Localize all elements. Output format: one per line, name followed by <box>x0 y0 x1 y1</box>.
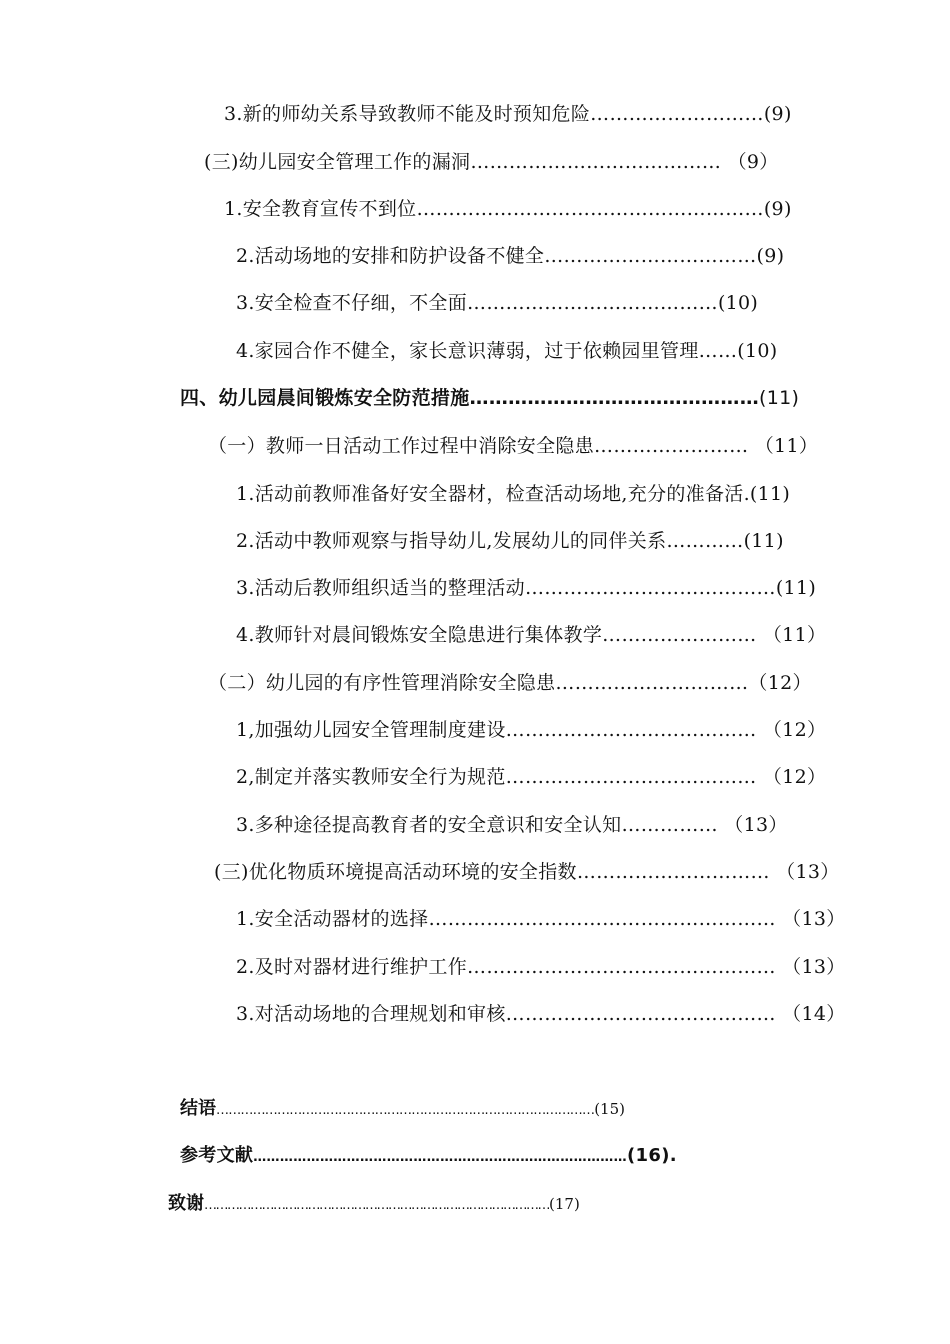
toc-chapter-title: 致谢 <box>168 1193 204 1214</box>
toc-leader: ………………………………… <box>505 719 757 741</box>
toc-entry-title: 3.活动后教师组织适当的整理活动 <box>236 577 525 599</box>
toc-entry <box>204 149 779 175</box>
toc-entry-title: （一）教师一日活动工作过程中消除安全隐患 <box>208 435 595 457</box>
toc-page-number: （11） <box>748 435 819 457</box>
toc-entry-title: 4.家园合作不健全，家长意识薄弱，过于依赖园里管理 <box>236 340 699 362</box>
toc-leader: ……………………………………………… <box>416 198 764 220</box>
toc-entry <box>236 481 790 507</box>
toc-leader: ……………………… <box>590 103 764 125</box>
toc-entry <box>236 338 777 364</box>
toc-page-number: （12） <box>756 719 827 741</box>
toc-entry-title: (三)幼儿园安全管理工作的漏洞 <box>204 151 471 173</box>
toc-page-number: (9) <box>756 245 785 267</box>
toc-page-number: （9） <box>721 151 779 173</box>
toc-page-number: （13） <box>717 814 788 836</box>
toc-entry <box>224 101 792 127</box>
toc-chapter-title: 参考文献 <box>180 1145 254 1166</box>
toc-acknowledgement-entry <box>168 1191 580 1219</box>
toc-leader: …………………………………… <box>505 1003 776 1025</box>
toc-page-number: (11) <box>743 530 784 552</box>
toc-chapter-title: 结语 <box>180 1098 216 1119</box>
toc-entry-title: 3.安全检查不仔细，不全面 <box>236 292 468 314</box>
toc-leader: ……………………………………………………………………………… <box>204 1198 549 1213</box>
toc-entry-title: 2.活动中教师观察与指导幼儿,发展幼儿的同伴关系 <box>236 530 667 552</box>
toc-entry-title: 1,加强幼儿园安全管理制度建设 <box>236 719 506 741</box>
toc-entry <box>236 575 816 601</box>
toc-leader: …………………… <box>602 624 757 646</box>
toc-entry <box>236 812 788 838</box>
toc-page-number: （13） <box>775 908 846 930</box>
toc-page-number: (11) <box>775 577 817 599</box>
toc-entry <box>208 433 818 459</box>
toc-entry <box>236 622 826 648</box>
toc-leader: ………………………………………………………………………… <box>253 1150 628 1165</box>
toc-page-number: (10) <box>717 292 759 314</box>
toc-leader: ……………………………………… <box>469 387 760 409</box>
toc-entry-title: 3.对活动场地的合理规划和审核 <box>236 1003 506 1025</box>
toc-leader: ……………………………………………… <box>428 908 776 930</box>
toc-leader: ………………………………………… <box>467 956 776 978</box>
toc-leader: …………………………… <box>544 245 757 267</box>
toc-leader: ………………………………… <box>467 292 718 314</box>
toc-page-number: （11） <box>756 624 827 646</box>
toc-chapter-entry <box>180 385 799 411</box>
toc-page-number: (11) <box>749 483 791 505</box>
toc-entry-title: 4.教师针对晨间锻炼安全隐患进行集体教学 <box>236 624 603 646</box>
toc-page-number: (11) <box>759 387 800 409</box>
toc-entry <box>214 859 840 885</box>
toc-entry-title: 1.安全活动器材的选择 <box>236 908 429 930</box>
toc-entry <box>236 717 826 743</box>
toc-page-number: （13） <box>769 861 840 883</box>
toc-page-number: (9) <box>763 198 792 220</box>
toc-leader: ………………………………… <box>470 151 722 173</box>
toc-entry-title: 1.安全教育宣传不到位 <box>224 198 417 220</box>
toc-page-number: （14） <box>775 1003 846 1025</box>
toc-entry <box>236 954 846 980</box>
toc-leader: ………………………………… <box>505 766 757 788</box>
toc-leader: …………………… <box>594 435 749 457</box>
toc-leader: ………………………… <box>555 672 749 694</box>
toc-page-number: (10) <box>737 340 778 362</box>
toc-entry-title: 2.及时对器材进行维护工作 <box>236 956 468 978</box>
toc-entry <box>236 906 846 932</box>
toc-entry <box>224 196 792 222</box>
toc-page-number: (17) <box>549 1195 580 1213</box>
toc-entry <box>236 290 758 316</box>
toc-page-number: (9) <box>763 103 792 125</box>
toc-entry <box>236 1001 846 1027</box>
toc-conclusion-entry <box>180 1096 625 1124</box>
toc-chapter-title: 四、幼儿园晨间锻炼安全防范措施 <box>180 387 470 409</box>
toc-page-number: (15) <box>594 1100 625 1118</box>
toc-leader: ………………………………… <box>524 577 776 599</box>
toc-references-entry <box>180 1143 677 1171</box>
toc-entry-title: （二）幼儿园的有序性管理消除安全隐患 <box>208 672 556 694</box>
toc-entry-title: 2,制定并落实教师安全行为规范 <box>236 766 506 788</box>
toc-entry-title: 3.多种途径提高教育者的安全意识和安全认知 <box>236 814 622 836</box>
toc-entry-title: (三)优化物质环境提高活动环境的安全指数 <box>214 861 577 883</box>
toc-leader: ………… <box>666 530 744 552</box>
toc-leader: …… <box>698 340 738 362</box>
toc-leader: …………… <box>621 814 718 836</box>
toc-entry-title: 2.活动场地的安排和防护设备不健全 <box>236 245 545 267</box>
toc-page-number: （12） <box>756 766 827 788</box>
toc-entry <box>208 670 812 696</box>
toc-entry <box>236 764 826 790</box>
toc-leader: ………………………… <box>576 861 770 883</box>
toc-page-number: （13） <box>775 956 846 978</box>
toc-page-number: （12） <box>748 672 812 694</box>
toc-entry-title: 1.活动前教师准备好安全器材，检查活动场地,充分的准备活. <box>236 483 750 505</box>
toc-entry <box>236 528 784 554</box>
toc-entry <box>236 243 784 269</box>
toc-leader: ………………………………………………………………………………… <box>216 1103 595 1118</box>
toc-page-number: (16). <box>627 1145 677 1166</box>
toc-entry-title: 3.新的师幼关系导致教师不能及时预知危险 <box>224 103 591 125</box>
